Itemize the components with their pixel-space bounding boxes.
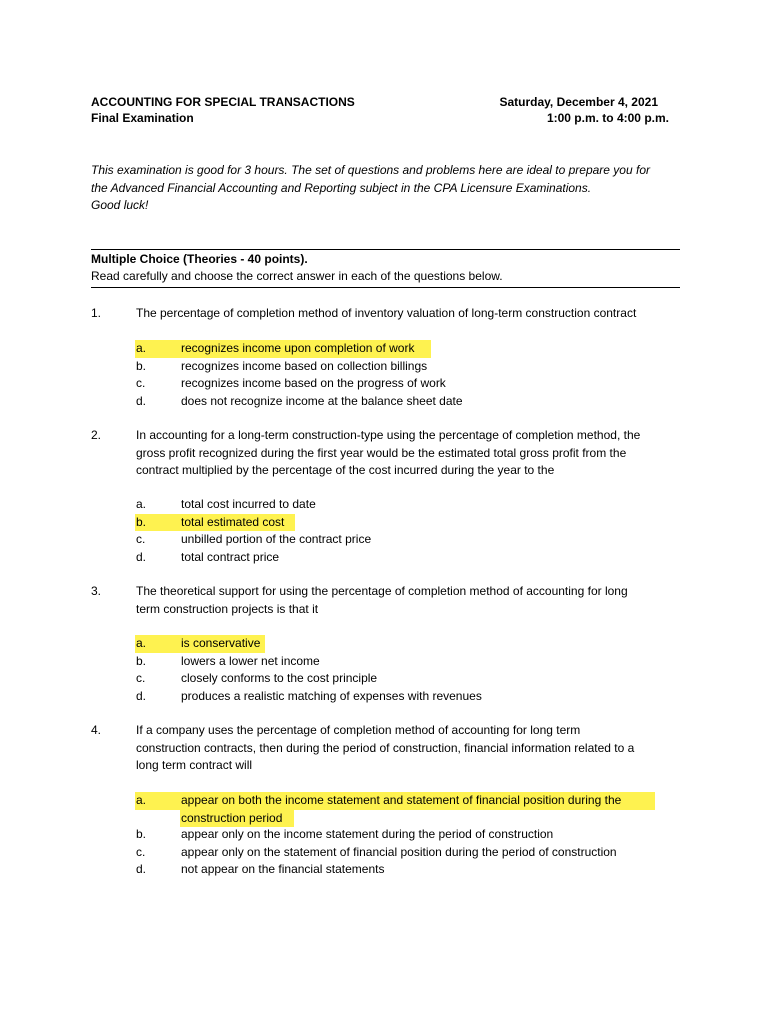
question-line: In accounting for a long-term construction-type using the percentage of completion method, the xyxy=(136,428,641,442)
option-letter: c. xyxy=(136,376,146,390)
option-letter: a. xyxy=(136,341,147,355)
header-row-2 xyxy=(91,110,669,126)
question-line: long term contract will xyxy=(136,758,253,772)
header-row-1 xyxy=(91,94,669,110)
question-text xyxy=(136,583,696,618)
option-text: recognizes income upon completion of work xyxy=(181,341,415,355)
option-text: total estimated cost xyxy=(181,514,285,529)
option-letter: a. xyxy=(136,636,147,650)
option-letter: a. xyxy=(136,793,147,807)
section-title: Multiple Choice (Theories - 40 points). xyxy=(91,252,308,266)
option-letter: b. xyxy=(136,358,147,373)
option-text: appear only on the statement of financial position during the period of construction xyxy=(181,844,617,859)
question-line: If a company uses the percentage of completion method of accounting for long term xyxy=(136,723,581,737)
option-text: appear on both the income statement and statement of financial position during the xyxy=(181,793,622,807)
option-text: is conservative xyxy=(181,636,261,650)
question-line: term construction projects is that it xyxy=(136,601,319,616)
option-letter: d. xyxy=(136,393,147,408)
option-text: total cost incurred to date xyxy=(181,497,316,511)
question-line: The percentage of completion method of inventory valuation of long-term construction contract xyxy=(136,306,637,320)
option-text-continued: construction period xyxy=(181,810,283,825)
question-text xyxy=(136,427,696,480)
option-letter: d. xyxy=(136,862,147,876)
option-letter: b. xyxy=(136,827,147,841)
question-text xyxy=(136,305,696,323)
option-letter: c. xyxy=(136,844,146,859)
exam-time: 1:00 p.m. to 4:00 p.m. xyxy=(546,111,669,125)
option-letter: d. xyxy=(136,688,147,703)
option-text: lowers a lower net income xyxy=(181,653,320,668)
section-top-rule xyxy=(91,249,680,250)
question-number: 1. xyxy=(91,306,102,320)
option-text: recognizes income based on the progress of work xyxy=(181,376,446,390)
option-letter: c. xyxy=(136,671,146,685)
question-number: 3. xyxy=(91,584,102,598)
option-letter: b. xyxy=(136,653,147,668)
option-text: recognizes income based on collection billings xyxy=(181,358,428,373)
exam-title: Final Examination xyxy=(91,111,194,125)
section-bottom-rule xyxy=(91,287,680,288)
question-number: 4. xyxy=(91,723,102,737)
option-text: appear only on the income statement during the period of construction xyxy=(181,827,554,841)
course-title: ACCOUNTING FOR SPECIAL TRANSACTIONS xyxy=(91,95,355,109)
intro-line: Good luck! xyxy=(91,198,149,212)
option-letter: d. xyxy=(136,549,147,564)
option-letter: b. xyxy=(136,514,147,529)
section-instruction: Read carefully and choose the correct answer in each of the questions below. xyxy=(91,269,503,283)
option-text: total contract price xyxy=(181,549,280,564)
option-text: unbilled portion of the contract price xyxy=(181,532,372,546)
question-number: 2. xyxy=(91,428,102,442)
option-text: does not recognize income at the balance sheet date xyxy=(181,393,463,408)
option-text: closely conforms to the cost principle xyxy=(181,671,378,685)
intro-line: the Advanced Financial Accounting and Reporting subject in the CPA Licensure Examinations. xyxy=(91,180,592,195)
exam-date: Saturday, December 4, 2021 xyxy=(499,95,658,109)
option-text: not appear on the financial statements xyxy=(181,862,385,876)
exam-instructions xyxy=(91,162,691,215)
question-line: gross profit recognized during the first year would be the estimated total gross profit from the xyxy=(136,445,627,460)
question-text xyxy=(136,722,696,775)
question-line: The theoretical support for using the percentage of completion method of accounting for long xyxy=(136,584,628,598)
option-letter: a. xyxy=(136,497,147,511)
intro-line: This examination is good for 3 hours. The set of questions and problems here are ideal to prepare you for xyxy=(91,163,650,177)
question-line: contract multiplied by the percentage of the cost incurred during the year to the xyxy=(136,463,555,477)
question-line: construction contracts, then during the period of construction, financial information related to a xyxy=(136,740,635,755)
option-letter: c. xyxy=(136,532,146,546)
option-text: produces a realistic matching of expenses with revenues xyxy=(181,688,482,703)
